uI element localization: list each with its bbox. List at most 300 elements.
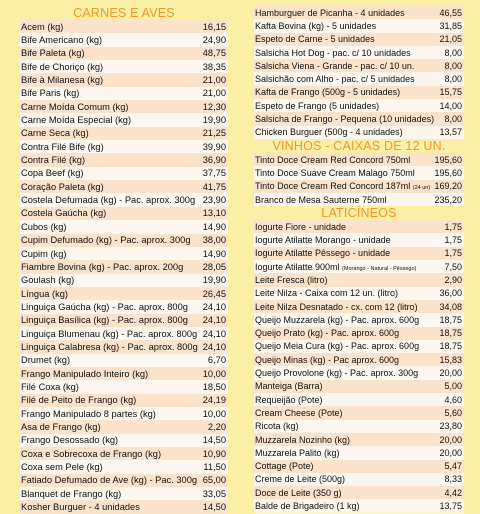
item-name-text: Coração Paleta (kg) [21, 181, 104, 192]
list-item [254, 473, 464, 486]
item-name-text: Bife de Choriço (kg) [21, 61, 104, 72]
item-name [21, 115, 131, 125]
item-price: 33,05 [202, 488, 226, 499]
item-price: 23,80 [439, 421, 462, 432]
item-name [255, 101, 379, 111]
item-price: 19,90 [202, 115, 226, 126]
list-item [20, 367, 228, 380]
item-name [255, 275, 328, 285]
list-item [254, 247, 464, 260]
item-price: 38,00 [202, 235, 226, 246]
list-item [254, 86, 464, 99]
item-price: 24,10 [202, 341, 226, 352]
item-price: 169,20 [434, 181, 462, 192]
item-price: 235,20 [434, 194, 462, 205]
list-item [254, 273, 464, 286]
item-name-text: Doce de Leite (350 g) [255, 487, 342, 498]
item-name [255, 34, 375, 44]
item-name-text: Bife Paris (kg) [21, 88, 80, 99]
item-price: 5,00 [444, 381, 462, 392]
item-name-text: Filé Coxa (kg) [21, 381, 79, 392]
item-price: 24,90 [202, 35, 226, 46]
item-name-text: Contra Filé (kg) [21, 155, 86, 166]
item-name [21, 302, 188, 312]
item-price: 15,75 [439, 87, 462, 98]
list-item [20, 487, 228, 500]
item-price: 20,00 [439, 368, 462, 379]
list-item [20, 247, 228, 260]
item-price: 24,10 [202, 315, 226, 326]
item-name [255, 435, 350, 445]
list-item [254, 193, 464, 206]
item-price: 15,83 [439, 354, 462, 365]
item-price: 8,33 [444, 474, 462, 485]
item-name [21, 168, 84, 178]
item-name-text: Iogurte Atilatte 900ml [255, 261, 340, 272]
item-name [21, 329, 197, 339]
carnes-list [20, 20, 228, 514]
list-item [254, 126, 464, 139]
item-price: 195,60 [434, 154, 462, 165]
item-price: 5,60 [444, 407, 462, 418]
item-price: 8,00 [444, 60, 462, 71]
item-name-text: Carne Moída Especial (kg) [21, 115, 132, 126]
item-name [255, 248, 390, 258]
list-item [254, 260, 464, 273]
item-name [255, 48, 411, 58]
item-name [21, 289, 68, 299]
item-name [255, 262, 416, 272]
item-name-text: Blanquet de Frango (kg) [21, 488, 122, 499]
list-item [254, 499, 464, 512]
item-name-text: Bife Americano (kg) [21, 35, 103, 46]
list-item [20, 87, 228, 100]
item-price: 7,50 [444, 261, 462, 272]
list-item [20, 127, 228, 140]
list-item [20, 20, 228, 33]
item-name-text: Copa Beef (kg) [21, 168, 84, 179]
item-price: 1,75 [444, 235, 462, 246]
item-name [255, 448, 340, 458]
item-price: 8,00 [444, 114, 462, 125]
item-name [21, 155, 85, 165]
item-name [21, 382, 79, 392]
right-column [254, 6, 464, 513]
item-price: 12,30 [202, 101, 226, 112]
item-name-text: Coxa e Sobrecoxa de Frango (kg) [21, 448, 162, 459]
item-name-text: Leite Nilza Desnatado - cx. com 12 (litro) [255, 301, 418, 312]
list-item [254, 287, 464, 300]
item-price: 18,75 [439, 314, 462, 325]
list-item [20, 314, 228, 327]
section-title-laticinios: LATICÍNEOS [321, 206, 397, 221]
item-name-text: Costela Defumada (kg) - Pac. aprox. 300g [21, 195, 196, 206]
item-name [255, 328, 399, 338]
item-name-text: Cubos (kg) [21, 221, 67, 232]
item-name-text: Manteiga (Barra) [255, 381, 323, 392]
item-name [21, 489, 121, 499]
item-price: 21,05 [439, 34, 462, 45]
item-price: 4,60 [444, 394, 462, 405]
item-price: 24,19 [202, 395, 226, 406]
item-price: 14,00 [439, 100, 462, 111]
list-item [254, 6, 464, 19]
list-item [20, 113, 228, 126]
item-name-text: Muzzarela Nozinho (kg) [255, 434, 351, 445]
list-item [254, 99, 464, 112]
item-name [255, 195, 387, 205]
item-name [255, 474, 345, 484]
item-name-text: Frango Manipulado 8 partes (kg) [21, 408, 156, 419]
item-price: 14,90 [202, 248, 226, 259]
item-name [255, 235, 391, 245]
item-name-text: Chicken Burguer (500g - 4 unidades) [255, 127, 403, 138]
laticinios-list [254, 220, 464, 513]
list-item [20, 474, 228, 487]
item-price: 65,00 [202, 475, 226, 486]
list-item [254, 380, 464, 393]
list-item [20, 380, 228, 393]
item-price: 4,42 [444, 487, 462, 498]
list-item [254, 420, 464, 433]
item-price: 11,50 [203, 462, 226, 473]
item-price: 5,47 [444, 461, 462, 472]
item-name [255, 87, 400, 97]
item-price: 28,05 [202, 261, 226, 272]
item-price: 14,50 [202, 435, 226, 446]
item-name-text: Salsicha Hot Dog - pac. c/ 10 unidades [255, 47, 411, 58]
item-name-text: Tinto Doce Cream Red Concord 750ml [255, 154, 411, 165]
item-name-text: Leite Nilza - Caixa com 12 un. (litro) [255, 288, 399, 299]
item-name [21, 62, 103, 72]
item-price: 14,50 [202, 502, 226, 513]
item-name [21, 208, 106, 218]
list-item [254, 393, 464, 406]
item-name [255, 222, 346, 232]
list-item [20, 420, 228, 433]
list-item [20, 100, 228, 113]
list-item [20, 140, 228, 153]
list-item [254, 446, 464, 459]
item-price: 34,08 [439, 301, 462, 312]
item-name-text: Asa de Frango (kg) [21, 421, 101, 432]
item-name [255, 127, 403, 137]
item-name-text: Tinto Doce Suave Cream Malago 750ml [255, 167, 415, 178]
item-name [21, 22, 63, 32]
item-price: 13,75 [439, 501, 462, 512]
list-item [254, 220, 464, 233]
list-item [254, 433, 464, 446]
item-name-text: Fatiado Defumado de Ave (kg) - Pac. 300g [21, 475, 198, 486]
section-title-vinhos: VINHOS - CAIXAS DE 12 UN. [272, 138, 446, 153]
list-item [20, 33, 228, 46]
item-name-text: Queijo Muzzarela (kg) - Pac. aprox. 600g [255, 314, 420, 325]
item-name [255, 302, 418, 312]
item-name-text: Frango Manipulado Inteiro (kg) [21, 368, 149, 379]
item-name [255, 114, 434, 124]
list-item [20, 287, 228, 300]
list-item [20, 394, 228, 407]
item-name-text: Iogurte Atilatte Morango - unidade [255, 235, 391, 246]
item-price: 41,75 [202, 181, 226, 192]
item-price: 48,75 [202, 48, 226, 59]
item-name [21, 449, 161, 459]
item-price: 13,57 [439, 127, 462, 138]
list-item [254, 46, 464, 59]
item-name-text: Linguiça Blumenau (kg) - Pac. aprox. 800g [21, 328, 198, 339]
item-price: 18,50 [202, 381, 226, 392]
item-name [255, 408, 343, 418]
item-name-text: Cupim (kg) [21, 248, 67, 259]
item-price: 18,75 [439, 341, 462, 352]
item-name [21, 102, 128, 112]
item-name-text: Queijo Provolone (kg) - Pac. aprox. 300g [255, 368, 419, 379]
item-price: 37,75 [202, 168, 226, 179]
item-price: 195,60 [434, 167, 462, 178]
item-name [21, 222, 66, 232]
item-name-text: Filé de Peito de Frango (kg) [21, 395, 137, 406]
item-name-text: Língua (kg) [21, 288, 69, 299]
item-name-text: Leite Fresca (litro) [255, 274, 328, 285]
item-price: 6,70 [207, 355, 226, 366]
item-name [21, 48, 85, 58]
list-item [20, 180, 228, 193]
list-item [254, 366, 464, 379]
item-name-text: Hamburguer de Picanha - 4 unidades [255, 7, 405, 18]
item-price: 31,85 [439, 20, 462, 31]
item-name [21, 475, 197, 485]
item-name [255, 288, 398, 298]
item-price: 1,75 [444, 221, 462, 232]
item-name [21, 462, 103, 472]
item-name [255, 395, 323, 405]
list-item [254, 327, 464, 340]
item-name [255, 355, 399, 365]
item-name [21, 422, 101, 432]
item-price: 14,90 [202, 221, 226, 232]
item-name-text: Queijo Meia Cura (kg) - Pac. aprox. 600g [255, 341, 420, 352]
item-name-text: Carne Seca (kg) [21, 128, 89, 139]
list-item [20, 153, 228, 166]
list-item [254, 166, 464, 179]
item-name [21, 262, 183, 272]
item-name [21, 35, 102, 45]
item-name-text: Frango Desossado (kg) [21, 435, 119, 446]
item-name-text: Branco de Mesa Sauterne 750ml [255, 194, 387, 205]
item-name-text: Goulash (kg) [21, 275, 75, 286]
item-name [21, 275, 74, 285]
item-name-text: Iogurte Fiore - unidade [255, 221, 347, 232]
list-item [20, 354, 228, 367]
list-item [254, 460, 464, 473]
list-item [254, 300, 464, 313]
item-note: (Morango - Natural - Pêssego) [342, 265, 417, 272]
item-price: 19,90 [202, 275, 226, 286]
item-price: 23,90 [202, 195, 226, 206]
list-item [254, 486, 464, 499]
item-name [255, 8, 405, 18]
item-name-text: Queijo Minas (kg) - Pac aprox. 600g [255, 354, 400, 365]
list-item [20, 260, 228, 273]
item-name-text: Coxa sem Pele (kg) [21, 462, 103, 473]
item-price: 2,20 [207, 421, 226, 432]
list-item [254, 19, 464, 32]
item-price: 21,00 [202, 75, 226, 86]
item-price: 8,00 [444, 74, 462, 85]
item-name [255, 368, 418, 378]
item-name-text: Balde de Brigadeiro (1 kg) [255, 501, 360, 512]
item-name-text: Iogurte Atilatte Pêssego - unidade [255, 248, 391, 259]
list-item [254, 153, 464, 166]
item-name [255, 421, 299, 431]
item-name-text: Espeto de Frango (5 unidades) [255, 100, 380, 111]
item-name [255, 381, 323, 391]
item-name [21, 342, 198, 352]
item-price: 24,10 [202, 328, 226, 339]
item-name [255, 168, 415, 178]
item-price: 13,10 [202, 208, 226, 219]
item-name-text: Salsichão com Alho - pac. c/ 5 unidades [255, 74, 415, 85]
item-price: 39,90 [202, 141, 226, 152]
item-name [255, 61, 414, 71]
item-name [21, 128, 89, 138]
item-name [21, 195, 195, 205]
item-name-text: Creme de Leite (500g) [255, 474, 346, 485]
item-name-text: Ricota (kg) [255, 421, 299, 432]
list-item [20, 500, 228, 513]
item-price: 26,45 [202, 288, 226, 299]
list-item [20, 47, 228, 60]
item-price: 16,15 [202, 21, 226, 32]
list-item [254, 406, 464, 419]
list-item [20, 220, 228, 233]
item-name-text: Contra Filé Bife (kg) [21, 141, 104, 152]
item-name [21, 409, 156, 419]
list-item [20, 300, 228, 313]
item-name [21, 249, 66, 259]
vinhos-list [254, 153, 464, 206]
list-item [20, 447, 228, 460]
item-price: 36,00 [439, 288, 462, 299]
item-name [255, 74, 415, 84]
list-item [20, 327, 228, 340]
item-name-text: Tinto Doce Cream Red Concord 187ml [255, 181, 411, 192]
item-price: 18,75 [439, 328, 462, 339]
list-item [20, 234, 228, 247]
list-item [254, 353, 464, 366]
list-item [254, 72, 464, 85]
item-name-text: Cream Cheese (Pote) [255, 407, 343, 418]
item-name [255, 155, 410, 165]
list-item [20, 73, 228, 86]
item-note: (24 un) [412, 185, 431, 192]
list-item [254, 33, 464, 46]
item-name-text: Cupim Defumado (kg) - Pac. aprox. 300g [21, 235, 191, 246]
item-name [255, 488, 342, 498]
item-price: 21,00 [202, 88, 226, 99]
carnes-list-continued [254, 6, 464, 139]
list-item [254, 233, 464, 246]
list-item [20, 434, 228, 447]
item-name [21, 369, 148, 379]
item-price: 8,00 [444, 47, 462, 58]
item-name [21, 435, 118, 445]
item-price: 10,00 [202, 368, 226, 379]
item-price: 1,75 [444, 248, 462, 259]
list-item [20, 340, 228, 353]
left-column [20, 6, 228, 514]
item-name [21, 75, 103, 85]
list-item [254, 180, 464, 193]
item-name [21, 182, 104, 192]
item-price: 10,00 [202, 408, 226, 419]
item-name-text: Muzzarela Palito (kg) [255, 447, 340, 458]
section-title-carnes: CARNES E AVES [73, 6, 175, 20]
item-name [255, 181, 430, 191]
item-name-text: Requeijão (Pote) [255, 394, 323, 405]
item-name-text: Acem (kg) [21, 21, 64, 32]
item-price: 38,35 [202, 61, 226, 72]
item-name [21, 235, 191, 245]
item-name-text: Salsicha de Frango - Pequena (10 unidades) [255, 114, 435, 125]
item-name [255, 501, 360, 511]
item-name-text: Linguiça Gaúcha (kg) - Pac. aprox. 800g [21, 301, 188, 312]
list-item [254, 340, 464, 353]
item-name-text: Linguiça Basílica (kg) - Pac. aprox. 800g [21, 315, 188, 326]
item-name [21, 395, 136, 405]
list-item [254, 59, 464, 72]
list-item [20, 407, 228, 420]
list-item [254, 313, 464, 326]
item-price: 20,00 [439, 447, 462, 458]
item-name [21, 142, 104, 152]
item-name-text: Linguiça Calabresa (kg) - Pac. aprox. 800g [21, 341, 198, 352]
list-item [254, 112, 464, 125]
item-name [255, 21, 376, 31]
item-price: 24,10 [202, 301, 226, 312]
item-price: 10,90 [202, 448, 226, 459]
item-name-text: Fiambre Bovina (kg) - Pac. aprox. 200g [21, 261, 184, 272]
item-name-text: Kafta de Frango (500g - 5 unidades) [255, 87, 401, 98]
list-item [20, 60, 228, 73]
item-name-text: Bife Paleta (kg) [21, 48, 85, 59]
item-price: 21,25 [202, 128, 226, 139]
item-name-text: Queijo Prato (kg) - Pac. aprox. 600g [255, 328, 400, 339]
item-name [21, 315, 188, 325]
list-item [20, 167, 228, 180]
item-price: 46,55 [439, 7, 462, 18]
item-name [21, 502, 140, 512]
item-name-text: Bife à Milanesa (kg) [21, 75, 104, 86]
item-name-text: Carne Moída Comum (kg) [21, 101, 129, 112]
item-name-text: Kafta Bovina (kg) - 5 unidades [255, 20, 377, 31]
item-name-text: Salsicha Viena - Grande - pac. c/ 10 un. [255, 60, 415, 71]
item-name [21, 355, 70, 365]
item-name-text: Cottage (Pote) [255, 461, 314, 472]
item-name [255, 341, 419, 351]
list-item [20, 193, 228, 206]
item-name [255, 315, 419, 325]
list-item [20, 460, 228, 473]
item-price: 36,90 [202, 155, 226, 166]
item-name [255, 461, 314, 471]
item-name-text: Costela Gaúcha (kg) [21, 208, 107, 219]
list-item [20, 274, 228, 287]
item-price: 2,90 [444, 274, 462, 285]
item-name-text: Kosher Burguer - 4 unidades [21, 502, 140, 513]
item-name-text: Espeto de Carne - 5 unidades [255, 34, 375, 45]
list-item [20, 207, 228, 220]
